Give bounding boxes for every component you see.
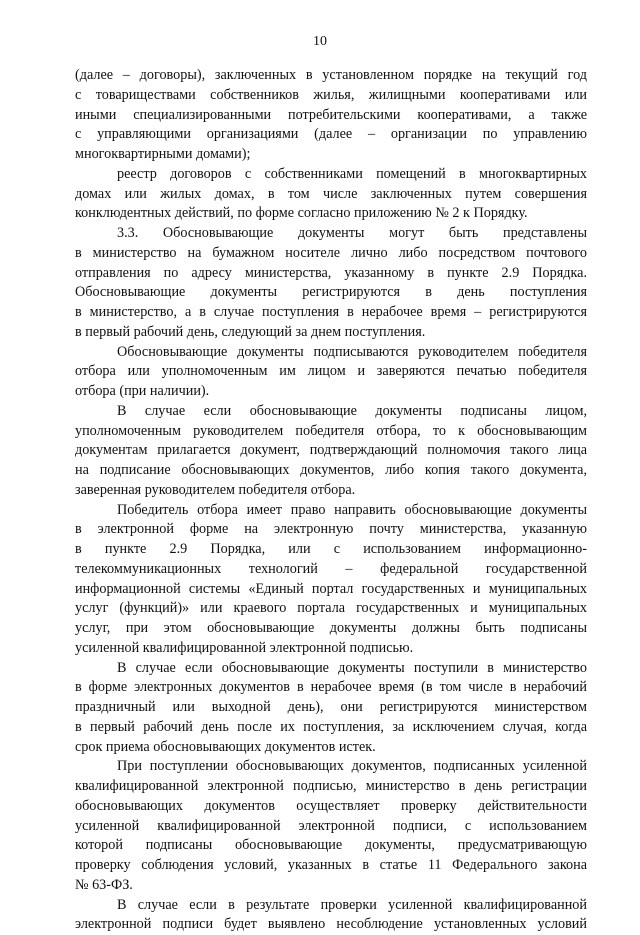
text-line: реестр договоров с собственниками помещений в многоквартирных bbox=[75, 165, 587, 185]
text-line: которой подписаны обосновывающие документы, предусматривающую bbox=[75, 836, 587, 856]
text-line: в пункте 2.9 Порядка, или с использованием информационно- bbox=[75, 540, 587, 560]
text-line: отбора или уполномоченным им лицом и заверяются печатью победителя bbox=[75, 362, 587, 382]
text-line: обосновывающих документов осуществляет проверку действительности bbox=[75, 797, 587, 817]
text-line: заверенная руководителем победителя отбора. bbox=[75, 481, 587, 501]
text-line: В случае если обосновывающие документы поступили в министерство bbox=[75, 659, 587, 679]
text-line: (далее – договоры), заключенных в установленном порядке на текущий год bbox=[75, 66, 587, 86]
page-number: 10 bbox=[0, 34, 640, 50]
text-line: на подписание обосновывающих документов, либо копия такого документа, bbox=[75, 461, 587, 481]
text-line: Победитель отбора имеет право направить обосновывающие документы bbox=[75, 501, 587, 521]
paragraph bbox=[75, 896, 587, 935]
text-line: усиленной квалифицированной электронной подписью. bbox=[75, 639, 587, 659]
paragraph bbox=[75, 757, 587, 895]
text-line: В случае если обосновывающие документы подписаны лицом, bbox=[75, 402, 587, 422]
text-line: срок приема обосновывающих документов истек. bbox=[75, 738, 587, 758]
paragraph bbox=[75, 343, 587, 402]
document-body bbox=[75, 66, 587, 935]
text-line: в министерство, а в случае поступления в нерабочее время – регистрируются bbox=[75, 303, 587, 323]
text-line: проверку соблюдения условий, указанных в статье 11 Федерального закона bbox=[75, 856, 587, 876]
text-line: в электронной форме на электронную почту министерства, указанную bbox=[75, 520, 587, 540]
text-line: услуг, при этом обосновывающие документы должны быть подписаны bbox=[75, 619, 587, 639]
text-line: телекоммуникационных технологий – федеральной государственной bbox=[75, 560, 587, 580]
text-line: конклюдентных действий, по форме согласно приложению № 2 к Порядку. bbox=[75, 204, 587, 224]
text-line: № 63-ФЗ. bbox=[75, 876, 587, 896]
text-line: праздничный или выходной день), они регистрируются министерством bbox=[75, 698, 587, 718]
paragraph bbox=[75, 165, 587, 224]
paragraph bbox=[75, 224, 587, 343]
text-line: Обосновывающие документы подписываются руководителем победителя bbox=[75, 343, 587, 363]
text-line: уполномоченным руководителем победителя отбора, то к обосновывающим bbox=[75, 422, 587, 442]
text-line: При поступлении обосновывающих документов, подписанных усиленной bbox=[75, 757, 587, 777]
text-line: в первый рабочий день, следующий за днем поступления. bbox=[75, 323, 587, 343]
text-line: с управляющими организациями (далее – организации по управлению bbox=[75, 125, 587, 145]
text-line: в первый рабочий день после их поступления, за исключением случая, когда bbox=[75, 718, 587, 738]
text-line: иными специализированными потребительскими кооперативами, а также bbox=[75, 106, 587, 126]
text-line: в форме электронных документов в нерабочее время (в том числе в нерабочий bbox=[75, 678, 587, 698]
text-line: многоквартирными домами); bbox=[75, 145, 587, 165]
text-line: в министерство на бумажном носителе лично либо посредством почтового bbox=[75, 244, 587, 264]
paragraph bbox=[75, 501, 587, 659]
text-line: с товариществами собственников жилья, жилищными кооперативами или bbox=[75, 86, 587, 106]
text-line: квалифицированной электронной подписью, министерство в день регистрации bbox=[75, 777, 587, 797]
text-line: В случае если в результате проверки усиленной квалифицированной bbox=[75, 896, 587, 916]
text-line: отбора (при наличии). bbox=[75, 382, 587, 402]
text-line: информационной системы «Единый портал государственных и муниципальных bbox=[75, 580, 587, 600]
paragraph bbox=[75, 402, 587, 501]
text-line: услуг (функций)» или краевого портала государственных и муниципальных bbox=[75, 599, 587, 619]
text-line: 3.3. Обосновывающие документы могут быть представлены bbox=[75, 224, 587, 244]
text-line: документам прилагается документ, подтверждающий полномочия такого лица bbox=[75, 441, 587, 461]
paragraph bbox=[75, 659, 587, 758]
text-line: отправления по адресу министерства, указанному в пункте 2.9 Порядка. bbox=[75, 264, 587, 284]
text-line: усиленной квалифицированной электронной подписи, с использованием bbox=[75, 817, 587, 837]
text-line: электронной подписи будет выявлено несоблюдение установленных условий bbox=[75, 915, 587, 935]
text-line: домах или жилых домах, в том числе заключенных путем совершения bbox=[75, 185, 587, 205]
text-line: Обосновывающие документы регистрируются в день поступления bbox=[75, 283, 587, 303]
paragraph bbox=[75, 66, 587, 165]
